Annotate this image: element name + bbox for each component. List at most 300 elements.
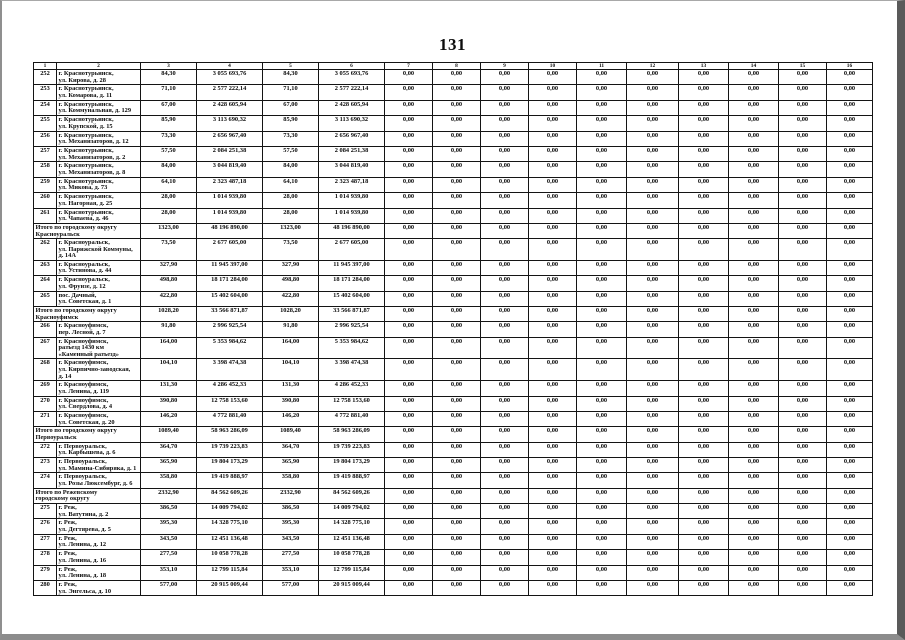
cell-col-7: 0,00 <box>385 85 433 100</box>
total-label-line: Красноуральск <box>35 230 80 238</box>
cell-col-13: 0,00 <box>679 457 729 472</box>
column-header-6: 6 <box>319 63 385 70</box>
cell-col-11: 0,00 <box>577 565 627 580</box>
cell-col-12: 0,00 <box>627 457 679 472</box>
cell-col-11: 0,00 <box>577 381 627 396</box>
address-cell <box>57 193 141 208</box>
cell-col-10: 0,00 <box>529 550 577 565</box>
cell-col-12: 0,00 <box>627 396 679 411</box>
address-line: ул. Мамина-Сибиряка, д. 1 <box>58 464 137 472</box>
table-row <box>34 580 873 595</box>
cell-col-15: 0,00 <box>779 131 827 146</box>
cell-col-13: 0,00 <box>679 442 729 457</box>
cell-col-8: 0,00 <box>433 442 481 457</box>
cell-col-4: 84 562 609,26 <box>197 488 263 503</box>
cell-col-4: 58 963 286,09 <box>197 427 263 442</box>
cell-col-8: 0,00 <box>433 503 481 518</box>
total-label-cell <box>34 223 141 238</box>
table-row <box>34 70 873 85</box>
column-header-3: 3 <box>141 63 197 70</box>
cell-col-9: 0,00 <box>481 396 529 411</box>
cell-col-12: 0,00 <box>627 70 679 85</box>
cell-col-5: 84,00 <box>263 162 319 177</box>
total-label-line: Первоуральск <box>35 434 77 441</box>
cell-col-5: 67,00 <box>263 100 319 115</box>
cell-col-6: 2 656 967,40 <box>319 131 385 146</box>
address-line: ул. Механизаторов, д. 8 <box>58 168 126 176</box>
cell-col-9: 0,00 <box>481 260 529 275</box>
cell-col-13: 0,00 <box>679 116 729 131</box>
cell-col-14: 0,00 <box>729 193 779 208</box>
cell-col-11: 0,00 <box>577 488 627 503</box>
address-line: ул. Комарова, д. 11 <box>58 91 113 99</box>
cell-col-15: 0,00 <box>779 337 827 359</box>
table-row <box>34 208 873 223</box>
cell-col-13: 0,00 <box>679 85 729 100</box>
address-cell <box>57 503 141 518</box>
cell-col-3: 2332,90 <box>141 488 197 503</box>
cell-col-9: 0,00 <box>481 162 529 177</box>
cell-col-4: 19 739 223,83 <box>197 442 263 457</box>
cell-col-8: 0,00 <box>433 473 481 488</box>
cell-col-14: 0,00 <box>729 519 779 534</box>
column-header-1: 1 <box>34 63 57 70</box>
cell-col-10: 0,00 <box>529 177 577 192</box>
address-line: ул. Кирова, д. 28 <box>58 76 106 84</box>
cell-col-7: 0,00 <box>385 550 433 565</box>
cell-col-6: 15 402 604,00 <box>319 291 385 306</box>
row-number-cell: 270 <box>34 396 57 411</box>
address-line: г. Краснотурьинск, <box>58 146 114 154</box>
row-number-cell: 263 <box>34 260 57 275</box>
cell-col-8: 0,00 <box>433 208 481 223</box>
address-line: г. Краснотурьинск, <box>58 85 114 93</box>
cell-col-15: 0,00 <box>779 565 827 580</box>
cell-col-5: 1028,20 <box>263 307 319 322</box>
cell-col-10: 0,00 <box>529 70 577 85</box>
cell-col-12: 0,00 <box>627 223 679 238</box>
cell-col-6: 1 014 939,80 <box>319 193 385 208</box>
cell-col-13: 0,00 <box>679 162 729 177</box>
cell-col-7: 0,00 <box>385 131 433 146</box>
cell-col-14: 0,00 <box>729 580 779 595</box>
table-row <box>34 337 873 359</box>
cell-col-4: 3 055 693,76 <box>197 70 263 85</box>
cell-col-5: 365,90 <box>263 457 319 472</box>
address-line: ул. Ленина, д. 119 <box>58 387 109 395</box>
cell-col-15: 0,00 <box>779 193 827 208</box>
cell-col-8: 0,00 <box>433 381 481 396</box>
cell-col-8: 0,00 <box>433 412 481 427</box>
total-label-cell <box>34 307 141 322</box>
address-cell <box>57 100 141 115</box>
cell-col-3: 395,30 <box>141 519 197 534</box>
cell-col-5: 104,10 <box>263 359 319 381</box>
cell-col-3: 277,50 <box>141 550 197 565</box>
cell-col-3: 365,90 <box>141 457 197 472</box>
cell-col-7: 0,00 <box>385 322 433 337</box>
cell-col-9: 0,00 <box>481 85 529 100</box>
cell-col-7: 0,00 <box>385 580 433 595</box>
table-row <box>34 116 873 131</box>
cell-col-15: 0,00 <box>779 146 827 161</box>
column-header-16: 16 <box>827 63 873 70</box>
cell-col-12: 0,00 <box>627 116 679 131</box>
cell-col-6: 33 566 871,87 <box>319 307 385 322</box>
cell-col-8: 0,00 <box>433 307 481 322</box>
cell-col-6: 1 014 939,80 <box>319 208 385 223</box>
address-line: ул. Свердлова, д. 4 <box>58 403 113 411</box>
column-header-15: 15 <box>779 63 827 70</box>
cell-col-5: 358,80 <box>263 473 319 488</box>
cell-col-7: 0,00 <box>385 503 433 518</box>
page-number: 131 <box>439 35 466 54</box>
cell-col-16: 0,00 <box>827 162 873 177</box>
cell-col-14: 0,00 <box>729 100 779 115</box>
cell-col-12: 0,00 <box>627 260 679 275</box>
cell-col-16: 0,00 <box>827 146 873 161</box>
cell-col-11: 0,00 <box>577 307 627 322</box>
table-row <box>34 412 873 427</box>
cell-col-12: 0,00 <box>627 162 679 177</box>
column-header-4: 4 <box>197 63 263 70</box>
cell-col-6: 14 009 794,02 <box>319 503 385 518</box>
cell-col-10: 0,00 <box>529 276 577 291</box>
cell-col-12: 0,00 <box>627 85 679 100</box>
cell-col-10: 0,00 <box>529 116 577 131</box>
cell-col-7: 0,00 <box>385 223 433 238</box>
cell-col-4: 33 566 871,87 <box>197 307 263 322</box>
cell-col-12: 0,00 <box>627 519 679 534</box>
column-header-12: 12 <box>627 63 679 70</box>
cell-col-11: 0,00 <box>577 291 627 306</box>
row-number-cell: 276 <box>34 519 57 534</box>
cell-col-3: 422,80 <box>141 291 197 306</box>
cell-col-11: 0,00 <box>577 534 627 549</box>
cell-col-14: 0,00 <box>729 116 779 131</box>
table-row <box>34 322 873 337</box>
cell-col-16: 0,00 <box>827 534 873 549</box>
cell-col-8: 0,00 <box>433 427 481 442</box>
cell-col-15: 0,00 <box>779 519 827 534</box>
address-line: г. Краснотурьинск, <box>58 70 114 77</box>
cell-col-3: 28,00 <box>141 193 197 208</box>
cell-col-10: 0,00 <box>529 519 577 534</box>
cell-col-9: 0,00 <box>481 473 529 488</box>
table-row <box>34 85 873 100</box>
cell-col-8: 0,00 <box>433 85 481 100</box>
cell-col-12: 0,00 <box>627 412 679 427</box>
cell-col-16: 0,00 <box>827 565 873 580</box>
address-line: ул. Крупской, д. 15 <box>58 122 113 130</box>
cell-col-12: 0,00 <box>627 307 679 322</box>
cell-col-8: 0,00 <box>433 457 481 472</box>
cell-col-8: 0,00 <box>433 116 481 131</box>
address-line: г. Красноуфимск, <box>58 396 109 404</box>
cell-col-8: 0,00 <box>433 291 481 306</box>
total-label-line: Итого по городскому округу <box>35 223 117 231</box>
total-row <box>34 307 873 322</box>
total-label-line: Красноуфимск <box>35 313 79 321</box>
cell-col-16: 0,00 <box>827 457 873 472</box>
address-cell <box>57 260 141 275</box>
cell-col-5: 84,30 <box>263 70 319 85</box>
cell-col-11: 0,00 <box>577 322 627 337</box>
cell-col-15: 0,00 <box>779 488 827 503</box>
address-line: ул. Розы Люксембург, д. 6 <box>58 479 133 487</box>
cell-col-10: 0,00 <box>529 396 577 411</box>
cell-col-5: 422,80 <box>263 291 319 306</box>
cell-col-4: 14 009 794,02 <box>197 503 263 518</box>
cell-col-8: 0,00 <box>433 276 481 291</box>
cell-col-15: 0,00 <box>779 550 827 565</box>
cell-col-6: 5 353 984,62 <box>319 337 385 359</box>
address-cell <box>57 550 141 565</box>
address-line: ул. Ватутина, д. 2 <box>58 510 109 518</box>
cell-col-10: 0,00 <box>529 85 577 100</box>
cell-col-13: 0,00 <box>679 381 729 396</box>
table-row <box>34 457 873 472</box>
column-header-7: 7 <box>385 63 433 70</box>
cell-col-15: 0,00 <box>779 322 827 337</box>
cell-col-13: 0,00 <box>679 208 729 223</box>
cell-col-4: 12 451 136,48 <box>197 534 263 549</box>
cell-col-8: 0,00 <box>433 239 481 261</box>
table-row <box>34 519 873 534</box>
cell-col-13: 0,00 <box>679 534 729 549</box>
cell-col-8: 0,00 <box>433 337 481 359</box>
cell-col-16: 0,00 <box>827 177 873 192</box>
address-line: ул. Ленина, д. 16 <box>58 556 107 564</box>
address-line: ул. Фрунзе, д. 12 <box>58 282 106 290</box>
cell-col-9: 0,00 <box>481 276 529 291</box>
cell-col-4: 4 286 452,33 <box>197 381 263 396</box>
cell-col-15: 0,00 <box>779 359 827 381</box>
cell-col-13: 0,00 <box>679 239 729 261</box>
cell-col-10: 0,00 <box>529 239 577 261</box>
cell-col-3: 67,00 <box>141 100 197 115</box>
table-body <box>34 70 873 596</box>
cell-col-14: 0,00 <box>729 276 779 291</box>
cell-col-14: 0,00 <box>729 427 779 442</box>
total-row <box>34 488 873 503</box>
row-number-cell: 280 <box>34 580 57 595</box>
cell-col-11: 0,00 <box>577 239 627 261</box>
cell-col-16: 0,00 <box>827 381 873 396</box>
address-line: г. Краснотурьинск, <box>58 100 114 108</box>
cell-col-14: 0,00 <box>729 488 779 503</box>
cell-col-12: 0,00 <box>627 488 679 503</box>
cell-col-4: 10 058 778,28 <box>197 550 263 565</box>
address-line: г. Красноуфимск, <box>58 337 109 345</box>
cell-col-7: 0,00 <box>385 412 433 427</box>
cell-col-3: 104,10 <box>141 359 197 381</box>
address-line: г. Краснотурьинск, <box>58 177 114 185</box>
cell-col-9: 0,00 <box>481 177 529 192</box>
cell-col-15: 0,00 <box>779 534 827 549</box>
cell-col-10: 0,00 <box>529 337 577 359</box>
cell-col-9: 0,00 <box>481 131 529 146</box>
row-number-cell: 258 <box>34 162 57 177</box>
cell-col-7: 0,00 <box>385 565 433 580</box>
cell-col-9: 0,00 <box>481 457 529 472</box>
row-number-cell: 255 <box>34 116 57 131</box>
table-row <box>34 100 873 115</box>
address-cell <box>57 162 141 177</box>
cell-col-5: 57,50 <box>263 146 319 161</box>
cell-col-3: 57,50 <box>141 146 197 161</box>
cell-col-13: 0,00 <box>679 488 729 503</box>
cell-col-5: 73,30 <box>263 131 319 146</box>
cell-col-8: 0,00 <box>433 322 481 337</box>
cell-col-14: 0,00 <box>729 565 779 580</box>
cell-col-14: 0,00 <box>729 442 779 457</box>
table-row <box>34 381 873 396</box>
table-row <box>34 473 873 488</box>
cell-col-12: 0,00 <box>627 276 679 291</box>
column-header-5: 5 <box>263 63 319 70</box>
cell-col-3: 164,00 <box>141 337 197 359</box>
cell-col-10: 0,00 <box>529 291 577 306</box>
address-line: г. Реж, <box>58 550 77 558</box>
cell-col-9: 0,00 <box>481 519 529 534</box>
cell-col-7: 0,00 <box>385 457 433 472</box>
cell-col-4: 20 915 009,44 <box>197 580 263 595</box>
cell-col-10: 0,00 <box>529 473 577 488</box>
cell-col-12: 0,00 <box>627 565 679 580</box>
cell-col-7: 0,00 <box>385 488 433 503</box>
address-line: ул. Карбышева, д. 6 <box>58 449 116 457</box>
cell-col-6: 3 113 690,32 <box>319 116 385 131</box>
row-number-cell: 252 <box>34 70 57 85</box>
row-number-cell: 254 <box>34 100 57 115</box>
cell-col-3: 85,90 <box>141 116 197 131</box>
address-line: г. Красноуфимск, <box>58 322 109 330</box>
cell-col-15: 0,00 <box>779 177 827 192</box>
cell-col-13: 0,00 <box>679 427 729 442</box>
address-cell <box>57 70 141 85</box>
cell-col-6: 58 963 286,09 <box>319 427 385 442</box>
cell-col-14: 0,00 <box>729 396 779 411</box>
cell-col-14: 0,00 <box>729 337 779 359</box>
row-number-cell: 260 <box>34 193 57 208</box>
total-label-line: Итого по городскому округу <box>35 427 117 435</box>
cell-col-13: 0,00 <box>679 307 729 322</box>
cell-col-4: 18 171 284,00 <box>197 276 263 291</box>
cell-col-14: 0,00 <box>729 131 779 146</box>
cell-col-13: 0,00 <box>679 503 729 518</box>
cell-col-16: 0,00 <box>827 580 873 595</box>
cell-col-4: 1 014 939,80 <box>197 193 263 208</box>
cell-col-11: 0,00 <box>577 223 627 238</box>
address-line: г. Красноуральск, <box>58 239 110 247</box>
address-line: ул. Механизаторов, д. 12 <box>58 138 129 146</box>
cell-col-15: 0,00 <box>779 291 827 306</box>
total-label-line: Итого по городскому округу <box>35 307 117 315</box>
cell-col-10: 0,00 <box>529 412 577 427</box>
cell-col-6: 2 084 251,38 <box>319 146 385 161</box>
table-row <box>34 177 873 192</box>
cell-col-15: 0,00 <box>779 473 827 488</box>
cell-col-10: 0,00 <box>529 100 577 115</box>
cell-col-4: 4 772 881,40 <box>197 412 263 427</box>
cell-col-11: 0,00 <box>577 442 627 457</box>
cell-col-6: 48 196 890,00 <box>319 223 385 238</box>
cell-col-3: 146,20 <box>141 412 197 427</box>
cell-col-16: 0,00 <box>827 307 873 322</box>
address-cell <box>57 534 141 549</box>
cell-col-11: 0,00 <box>577 337 627 359</box>
cell-col-16: 0,00 <box>827 208 873 223</box>
address-line: ул. Ленина, д. 12 <box>58 541 107 549</box>
cell-col-4: 1 014 939,80 <box>197 208 263 223</box>
cell-col-16: 0,00 <box>827 291 873 306</box>
address-line: ул. Чапаева, д. 46 <box>58 215 109 223</box>
cell-col-10: 0,00 <box>529 193 577 208</box>
total-label-line: городскому округу <box>35 495 90 503</box>
column-header-2: 2 <box>57 63 141 70</box>
address-line: г. Краснотурьинск, <box>58 131 114 139</box>
table-row <box>34 396 873 411</box>
cell-col-16: 0,00 <box>827 442 873 457</box>
cell-col-13: 0,00 <box>679 473 729 488</box>
cell-col-7: 0,00 <box>385 146 433 161</box>
column-header-9: 9 <box>481 63 529 70</box>
cell-col-5: 73,50 <box>263 239 319 261</box>
cell-col-5: 85,90 <box>263 116 319 131</box>
cell-col-15: 0,00 <box>779 442 827 457</box>
cell-col-14: 0,00 <box>729 146 779 161</box>
total-label-cell <box>34 488 141 503</box>
row-number-cell: 268 <box>34 359 57 381</box>
cell-col-16: 0,00 <box>827 116 873 131</box>
cell-col-12: 0,00 <box>627 427 679 442</box>
cell-col-3: 28,00 <box>141 208 197 223</box>
column-header-11: 11 <box>577 63 627 70</box>
cell-col-13: 0,00 <box>679 260 729 275</box>
cell-col-5: 2332,90 <box>263 488 319 503</box>
cell-col-16: 0,00 <box>827 100 873 115</box>
cell-col-7: 0,00 <box>385 260 433 275</box>
cell-col-6: 11 945 397,00 <box>319 260 385 275</box>
cell-col-11: 0,00 <box>577 427 627 442</box>
cell-col-10: 0,00 <box>529 427 577 442</box>
cell-col-15: 0,00 <box>779 239 827 261</box>
row-number-cell: 267 <box>34 337 57 359</box>
cell-col-3: 386,50 <box>141 503 197 518</box>
address-line: ул. Коммунальная, д. 129 <box>58 107 132 115</box>
cell-col-3: 91,80 <box>141 322 197 337</box>
cell-col-9: 0,00 <box>481 291 529 306</box>
address-cell <box>57 457 141 472</box>
address-cell <box>57 131 141 146</box>
table-header <box>34 63 873 70</box>
cell-col-6: 3 055 693,76 <box>319 70 385 85</box>
cell-col-7: 0,00 <box>385 239 433 261</box>
row-number-cell: 259 <box>34 177 57 192</box>
cell-col-6: 12 799 115,84 <box>319 565 385 580</box>
column-header-14: 14 <box>729 63 779 70</box>
address-line: г. Первоуральск, <box>58 473 107 481</box>
address-line: г. Красноуфимск, <box>58 412 109 420</box>
cell-col-6: 10 058 778,28 <box>319 550 385 565</box>
cell-col-15: 0,00 <box>779 116 827 131</box>
cell-col-16: 0,00 <box>827 131 873 146</box>
cell-col-8: 0,00 <box>433 396 481 411</box>
cell-col-7: 0,00 <box>385 427 433 442</box>
cell-col-15: 0,00 <box>779 260 827 275</box>
cell-col-16: 0,00 <box>827 550 873 565</box>
